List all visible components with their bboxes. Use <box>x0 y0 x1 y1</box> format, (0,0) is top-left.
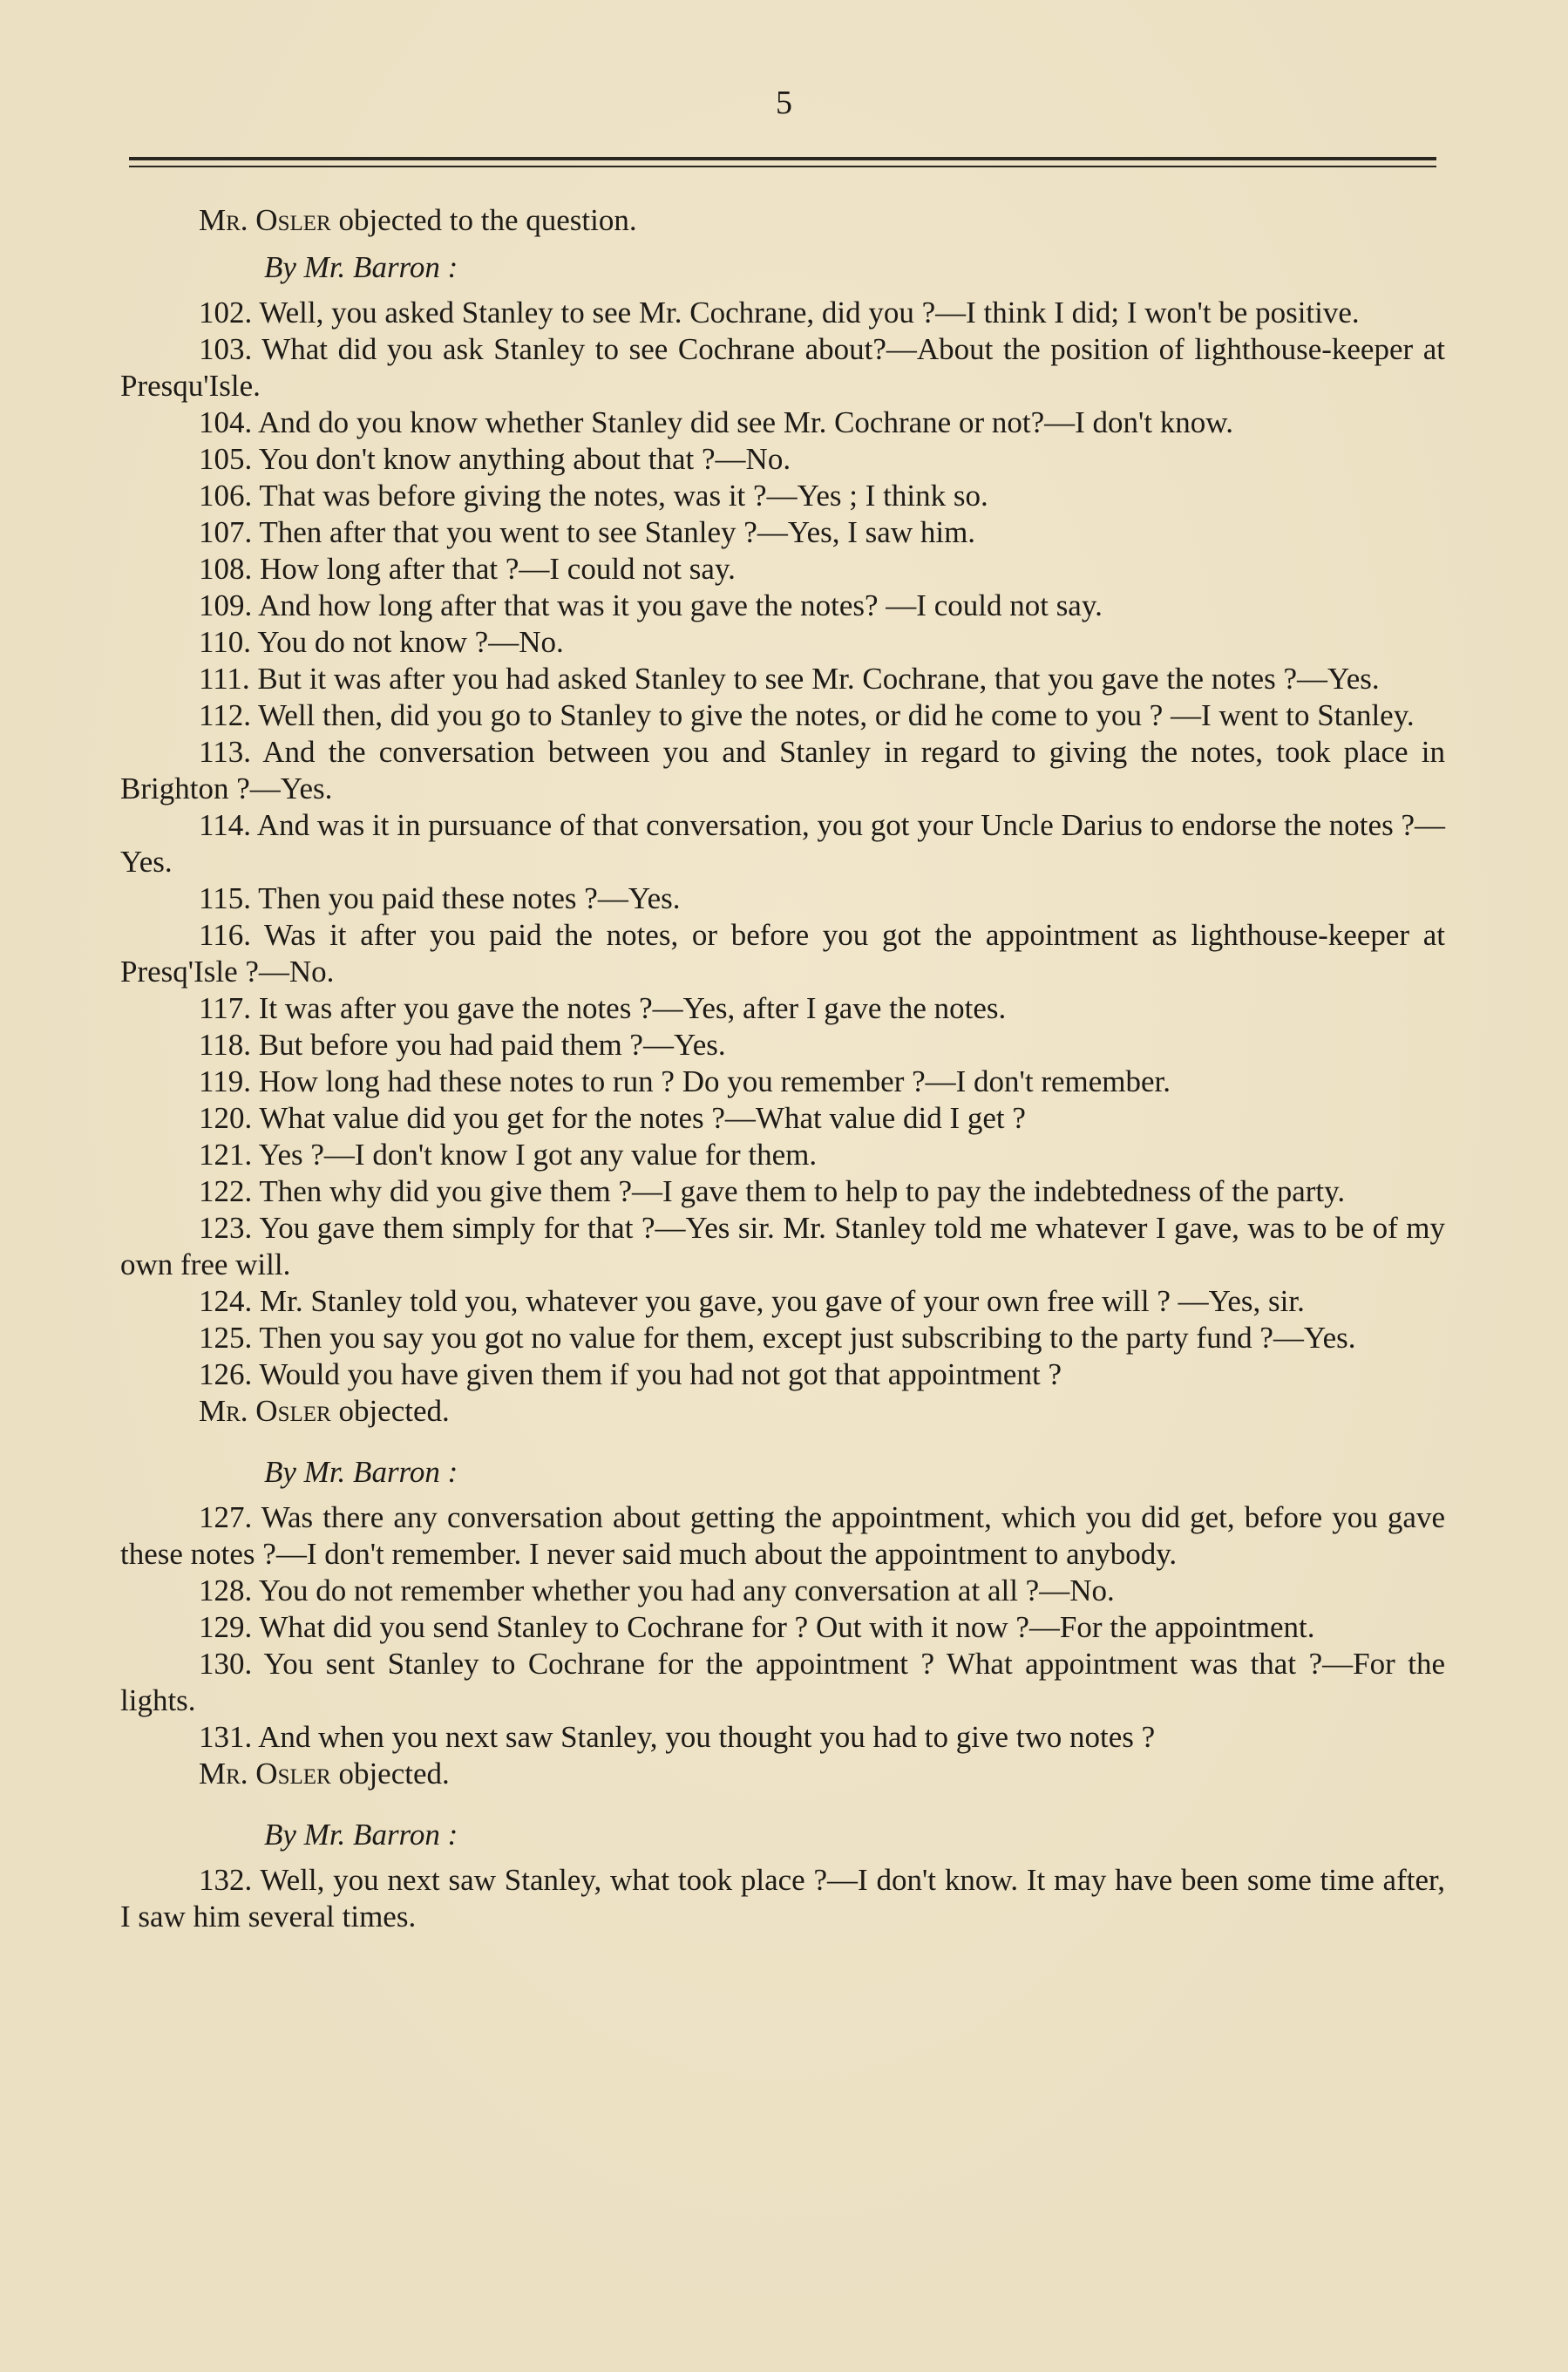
opening-line <box>120 202 1445 239</box>
objection-line <box>120 1756 1445 1792</box>
testimony-paragraph: 102. Well, you asked Stanley to see Mr. Cochrane, did you ?—I think I did; I won't be positive. <box>199 296 1360 330</box>
testimony-paragraph: 114. And was it in pursuance of that conversation, you got your Uncle Darius to endorse the notes ?—Yes. <box>120 808 1445 879</box>
objection-text: objected. <box>330 1757 450 1791</box>
opening-text: objected to the question. <box>330 203 637 237</box>
testimony-paragraph: 106. That was before giving the notes, was it ?—Yes ; I think so. <box>199 479 988 513</box>
header-rule-thick <box>129 157 1436 160</box>
testimony-paragraph: 115. Then you paid these notes ?—Yes. <box>199 881 681 915</box>
testimony-paragraph: 122. Then why did you give them ?—I gave them to help to pay the indebtedness of the party. <box>199 1174 1346 1208</box>
testimony-group-2 <box>120 1499 1445 1756</box>
testimony-paragraph: 112. Well then, did you go to Stanley to give the notes, or did he come to you ? —I went to Stanley. <box>199 698 1415 732</box>
testimony-paragraph: 104. And do you know whether Stanley did see Mr. Cochrane or not?—I don't know. <box>199 405 1234 439</box>
testimony-paragraph: 120. What value did you get for the notes ?—What value did I get ? <box>199 1101 1026 1135</box>
testimony-paragraph: 128. You do not remember whether you had any conversation at all ?—No. <box>199 1573 1115 1607</box>
testimony-paragraph: 107. Then after that you went to see Stanley ?—Yes, I saw him. <box>199 515 976 549</box>
section-heading: By Mr. Barron : <box>264 250 458 284</box>
testimony-paragraph: 131. And when you next saw Stanley, you thought you had to give two notes ? <box>199 1720 1156 1754</box>
testimony-paragraph: 116. Was it after you paid the notes, or before you got the appointment as lighthouse-keeper at Presq'Isle ?—No. <box>120 918 1445 989</box>
speaker-name: Mr. Osler <box>199 1394 331 1428</box>
speaker-name: Mr. Osler <box>199 1757 331 1791</box>
testimony-paragraph: 127. Was there any conversation about getting the appointment, which you did get, before you gave these notes ?—I don't remember. I never said much about the appointment to anybody. <box>120 1500 1445 1571</box>
testimony-paragraph: 124. Mr. Stanley told you, whatever you gave, you gave of your own free will ? —Yes, sir. <box>199 1284 1305 1318</box>
document-body <box>120 202 1445 1935</box>
testimony-paragraph: 129. What did you send Stanley to Cochrane for ? Out with it now ?—For the appointment. <box>199 1610 1315 1644</box>
section-heading: By Mr. Barron : <box>264 1818 458 1852</box>
testimony-paragraph: 118. But before you had paid them ?—Yes. <box>199 1028 726 1062</box>
testimony-paragraph: 108. How long after that ?—I could not say. <box>199 552 736 586</box>
testimony-paragraph: 125. Then you say you got no value for them, except just subscribing to the party fund ?—Yes. <box>199 1321 1356 1355</box>
testimony-paragraph: 105. You don't know anything about that ?—No. <box>199 442 791 476</box>
testimony-paragraph: 117. It was after you gave the notes ?—Yes, after I gave the notes. <box>199 991 1007 1025</box>
testimony-paragraph: 132. Well, you next saw Stanley, what took place ?—I don't know. It may have been some time after, I saw him several times. <box>120 1863 1445 1934</box>
testimony-paragraph: 119. How long had these notes to run ? Do you remember ?—I don't remember. <box>199 1064 1171 1098</box>
testimony-paragraph: 126. Would you have given them if you had not got that appointment ? <box>199 1357 1062 1391</box>
testimony-paragraph: 110. You do not know ?—No. <box>199 625 564 659</box>
speaker-name: Mr. Osler <box>199 203 331 237</box>
testimony-paragraph: 111. But it was after you had asked Stanley to see Mr. Cochrane, that you gave the notes ?—Yes. <box>199 662 1380 696</box>
testimony-group-3 <box>120 1862 1445 1935</box>
testimony-paragraph: 121. Yes ?—I don't know I got any value for them. <box>199 1138 818 1172</box>
objection-text: objected. <box>330 1394 450 1428</box>
objection-line <box>120 1393 1445 1430</box>
testimony-paragraph: 113. And the conversation between you and Stanley in regard to giving the notes, took place in Brighton ?—Yes. <box>120 735 1445 805</box>
testimony-paragraph: 103. What did you ask Stanley to see Cochrane about?—About the position of lighthouse-keeper at Presqu'Isle. <box>120 332 1445 403</box>
header-rule-thin <box>129 166 1436 167</box>
testimony-paragraph: 130. You sent Stanley to Cochrane for the appointment ? What appointment was that ?—For the lights. <box>120 1647 1445 1717</box>
testimony-group-1 <box>120 295 1445 1393</box>
testimony-paragraph: 109. And how long after that was it you gave the notes? —I could not say. <box>199 588 1103 622</box>
page-number: 5 <box>776 85 792 121</box>
testimony-paragraph: 123. You gave them simply for that ?—Yes sir. Mr. Stanley told me whatever I gave, was to be of my own free will. <box>120 1211 1445 1281</box>
section-heading: By Mr. Barron : <box>264 1455 458 1489</box>
